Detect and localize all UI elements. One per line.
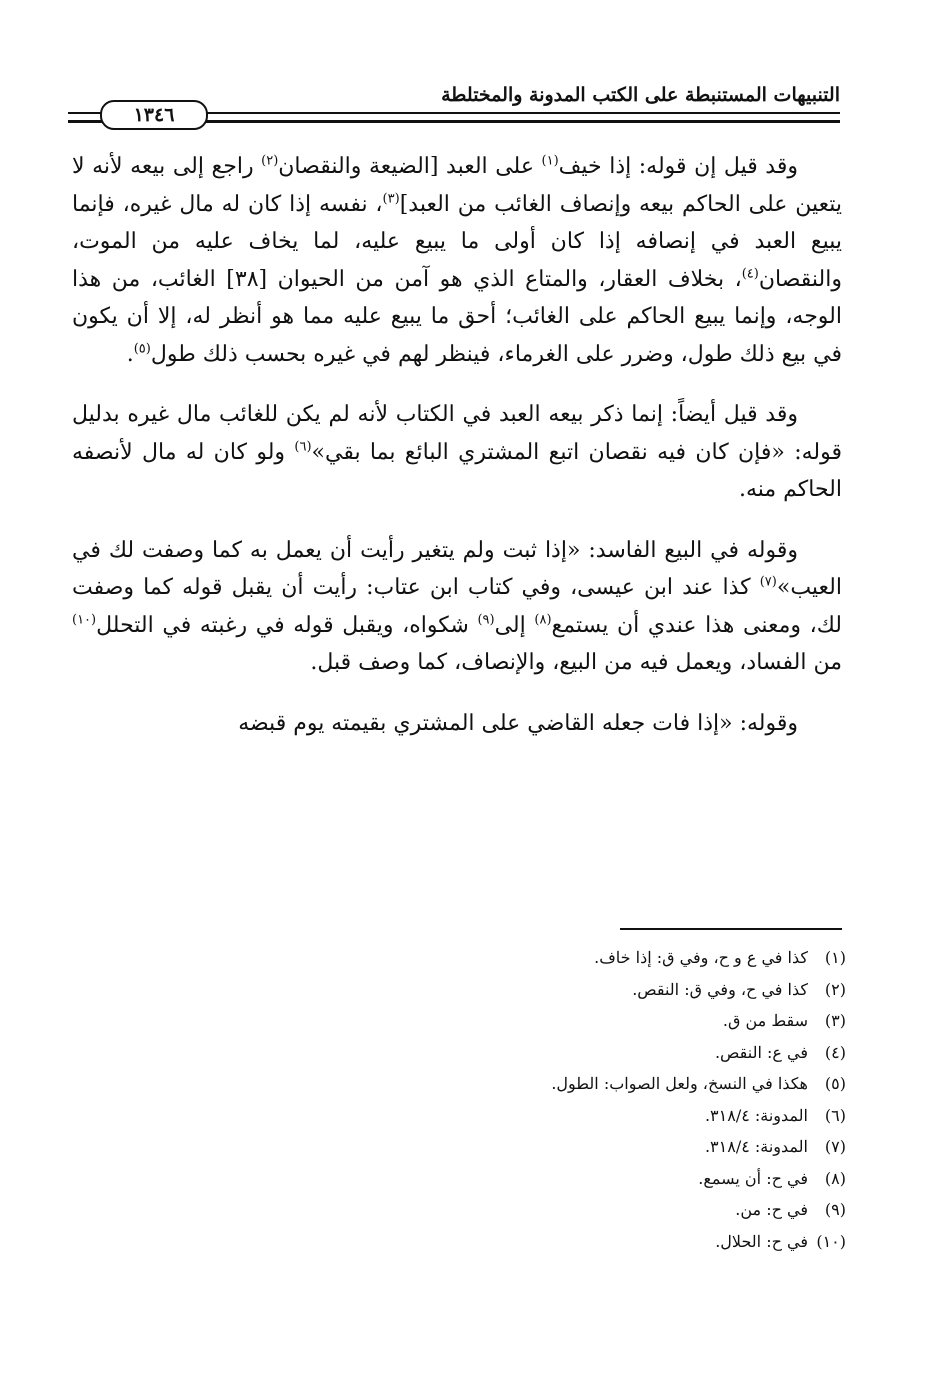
footnote-number: (١٠) [816, 1231, 846, 1251]
text-run: ولو كان له مال لأنصفه الحاكم منه. [72, 439, 842, 502]
footnote [426, 1037, 846, 1069]
footnote-number: (٩) [824, 1200, 846, 1219]
text-run: شكواه، ويقبل قوله في رغبته في التحلل [96, 612, 478, 638]
footnote-number: (٣) [824, 1011, 846, 1030]
footnote-ref: (٣) [382, 191, 400, 207]
footnote-ref: (٥) [133, 341, 151, 357]
footnote-ref: (٩) [477, 612, 495, 628]
text-run: راجع إلى بيعه لأنه لا يتعين على الحاكم بيعه وإنصاف الغائب من العبد] [72, 154, 842, 217]
page-number: ١٣٤٦ [100, 100, 208, 130]
footnote-ref: (٢) [261, 153, 279, 169]
footnote-text: هكذا في النسخ، ولعل الصواب: الطول. [551, 1074, 808, 1093]
paragraph [72, 396, 842, 509]
footnote [426, 942, 846, 974]
footnote-text: في ح: من. [735, 1200, 808, 1219]
footnote-text: في ح: أن يسمع. [698, 1168, 808, 1188]
text-run: وقد قيل أيضاً: إنما ذكر بيعه العبد في الكتاب لأنه لم يكن للغائب مال غيره بدليل قوله: «فإن كان فيه نقصان اتبع المشتري البائع بما بقي» [72, 402, 842, 465]
paragraph [72, 532, 842, 682]
footnote-ref: (٨) [534, 612, 552, 628]
main-text [72, 148, 842, 765]
footnote [426, 974, 846, 1006]
footnote-ref: (٤) [741, 266, 759, 282]
footnote-number: (٧) [824, 1137, 846, 1156]
footnote [426, 1068, 846, 1100]
paragraph [72, 148, 842, 373]
footnote-ref: (١) [541, 153, 559, 169]
footnote-text: المدونة: ٣١٨/٤. [704, 1137, 808, 1156]
footnote-number: (٤) [824, 1042, 846, 1062]
text-run: من الفساد، ويعمل فيه من البيع، والإنصاف، كما وصف قبل. [310, 650, 842, 675]
text-run: . [126, 341, 134, 367]
footnote-text: المدونة: ٣١٨/٤. [704, 1105, 808, 1125]
footnote-text: كذا في ع و ح، وفي ق: إذا خاف. [594, 948, 808, 967]
footnote-text: في ع: النقص. [714, 1042, 808, 1062]
footnote [426, 1131, 846, 1163]
footnote-ref: (٧) [759, 574, 777, 590]
footnote [426, 1226, 846, 1258]
text-run: وقوله في البيع الفاسد: «إذا ثبت ولم يتغير رأيت أن يعمل به كما وصفت لك في العيب» [72, 537, 842, 600]
footnote-text: كذا في ح، وفي ق: النقص. [632, 979, 808, 999]
footnote-separator [620, 928, 842, 930]
footnotes [426, 942, 846, 1257]
text-run: وقد قيل إن قوله: إذا خيف [558, 154, 798, 179]
footnote [426, 1100, 846, 1132]
footnote-number: (٨) [824, 1168, 846, 1188]
footnote-ref: (٦) [294, 439, 312, 455]
text-run: ، بخلاف العقار، والمتاع الذي هو آمن من الحيوان [٣٨] الغائب، من هذا الوجه، وإنما يبيع الحاكم على الغائب؛ أحق ما يبيع عليه مما هو أنظر له، إلا أن يكون في بيع ذلك طول، وضرر على الغرماء، فينظر لهم في غيره بحسب ذلك طول [72, 266, 842, 367]
text-run: إلى [494, 612, 535, 638]
text-run: على العبد [الضيعة والنقصان [278, 154, 542, 179]
text-run: ، نفسه إذا كان له مال غيره، فإنما يبيع العبد في إنصافه إذا كان أولى ما يبيع عليه، لما يخاف عليه من الموت، والنقصان [72, 191, 842, 292]
text-run: وقوله: «إذا فات جعله القاضي على المشتري بقيمته يوم قبضه [238, 710, 798, 736]
footnote [426, 1163, 846, 1195]
footnote-number: (٢) [824, 979, 846, 999]
page-header [68, 80, 840, 132]
footnote-text: في ح: الحلال. [715, 1231, 808, 1251]
footnote-ref: (١٠) [72, 612, 97, 628]
footnote [426, 1005, 846, 1037]
footnote-number: (٥) [824, 1074, 846, 1093]
text-run: كذا عند ابن عيسى، وفي كتاب ابن عتاب: رأيت أن يقبل قوله كما وصفت لك، ومعنى هذا عندي أن يستمع [72, 575, 843, 638]
paragraph [72, 705, 842, 743]
footnote-text: سقط من ق. [722, 1011, 808, 1030]
running-title: التنبيهات المستنبطة على الكتب المدونة والمختلطة [441, 84, 840, 106]
footnote [426, 1194, 846, 1226]
footnote-number: (٦) [824, 1105, 846, 1125]
footnote-number: (١) [824, 948, 846, 967]
